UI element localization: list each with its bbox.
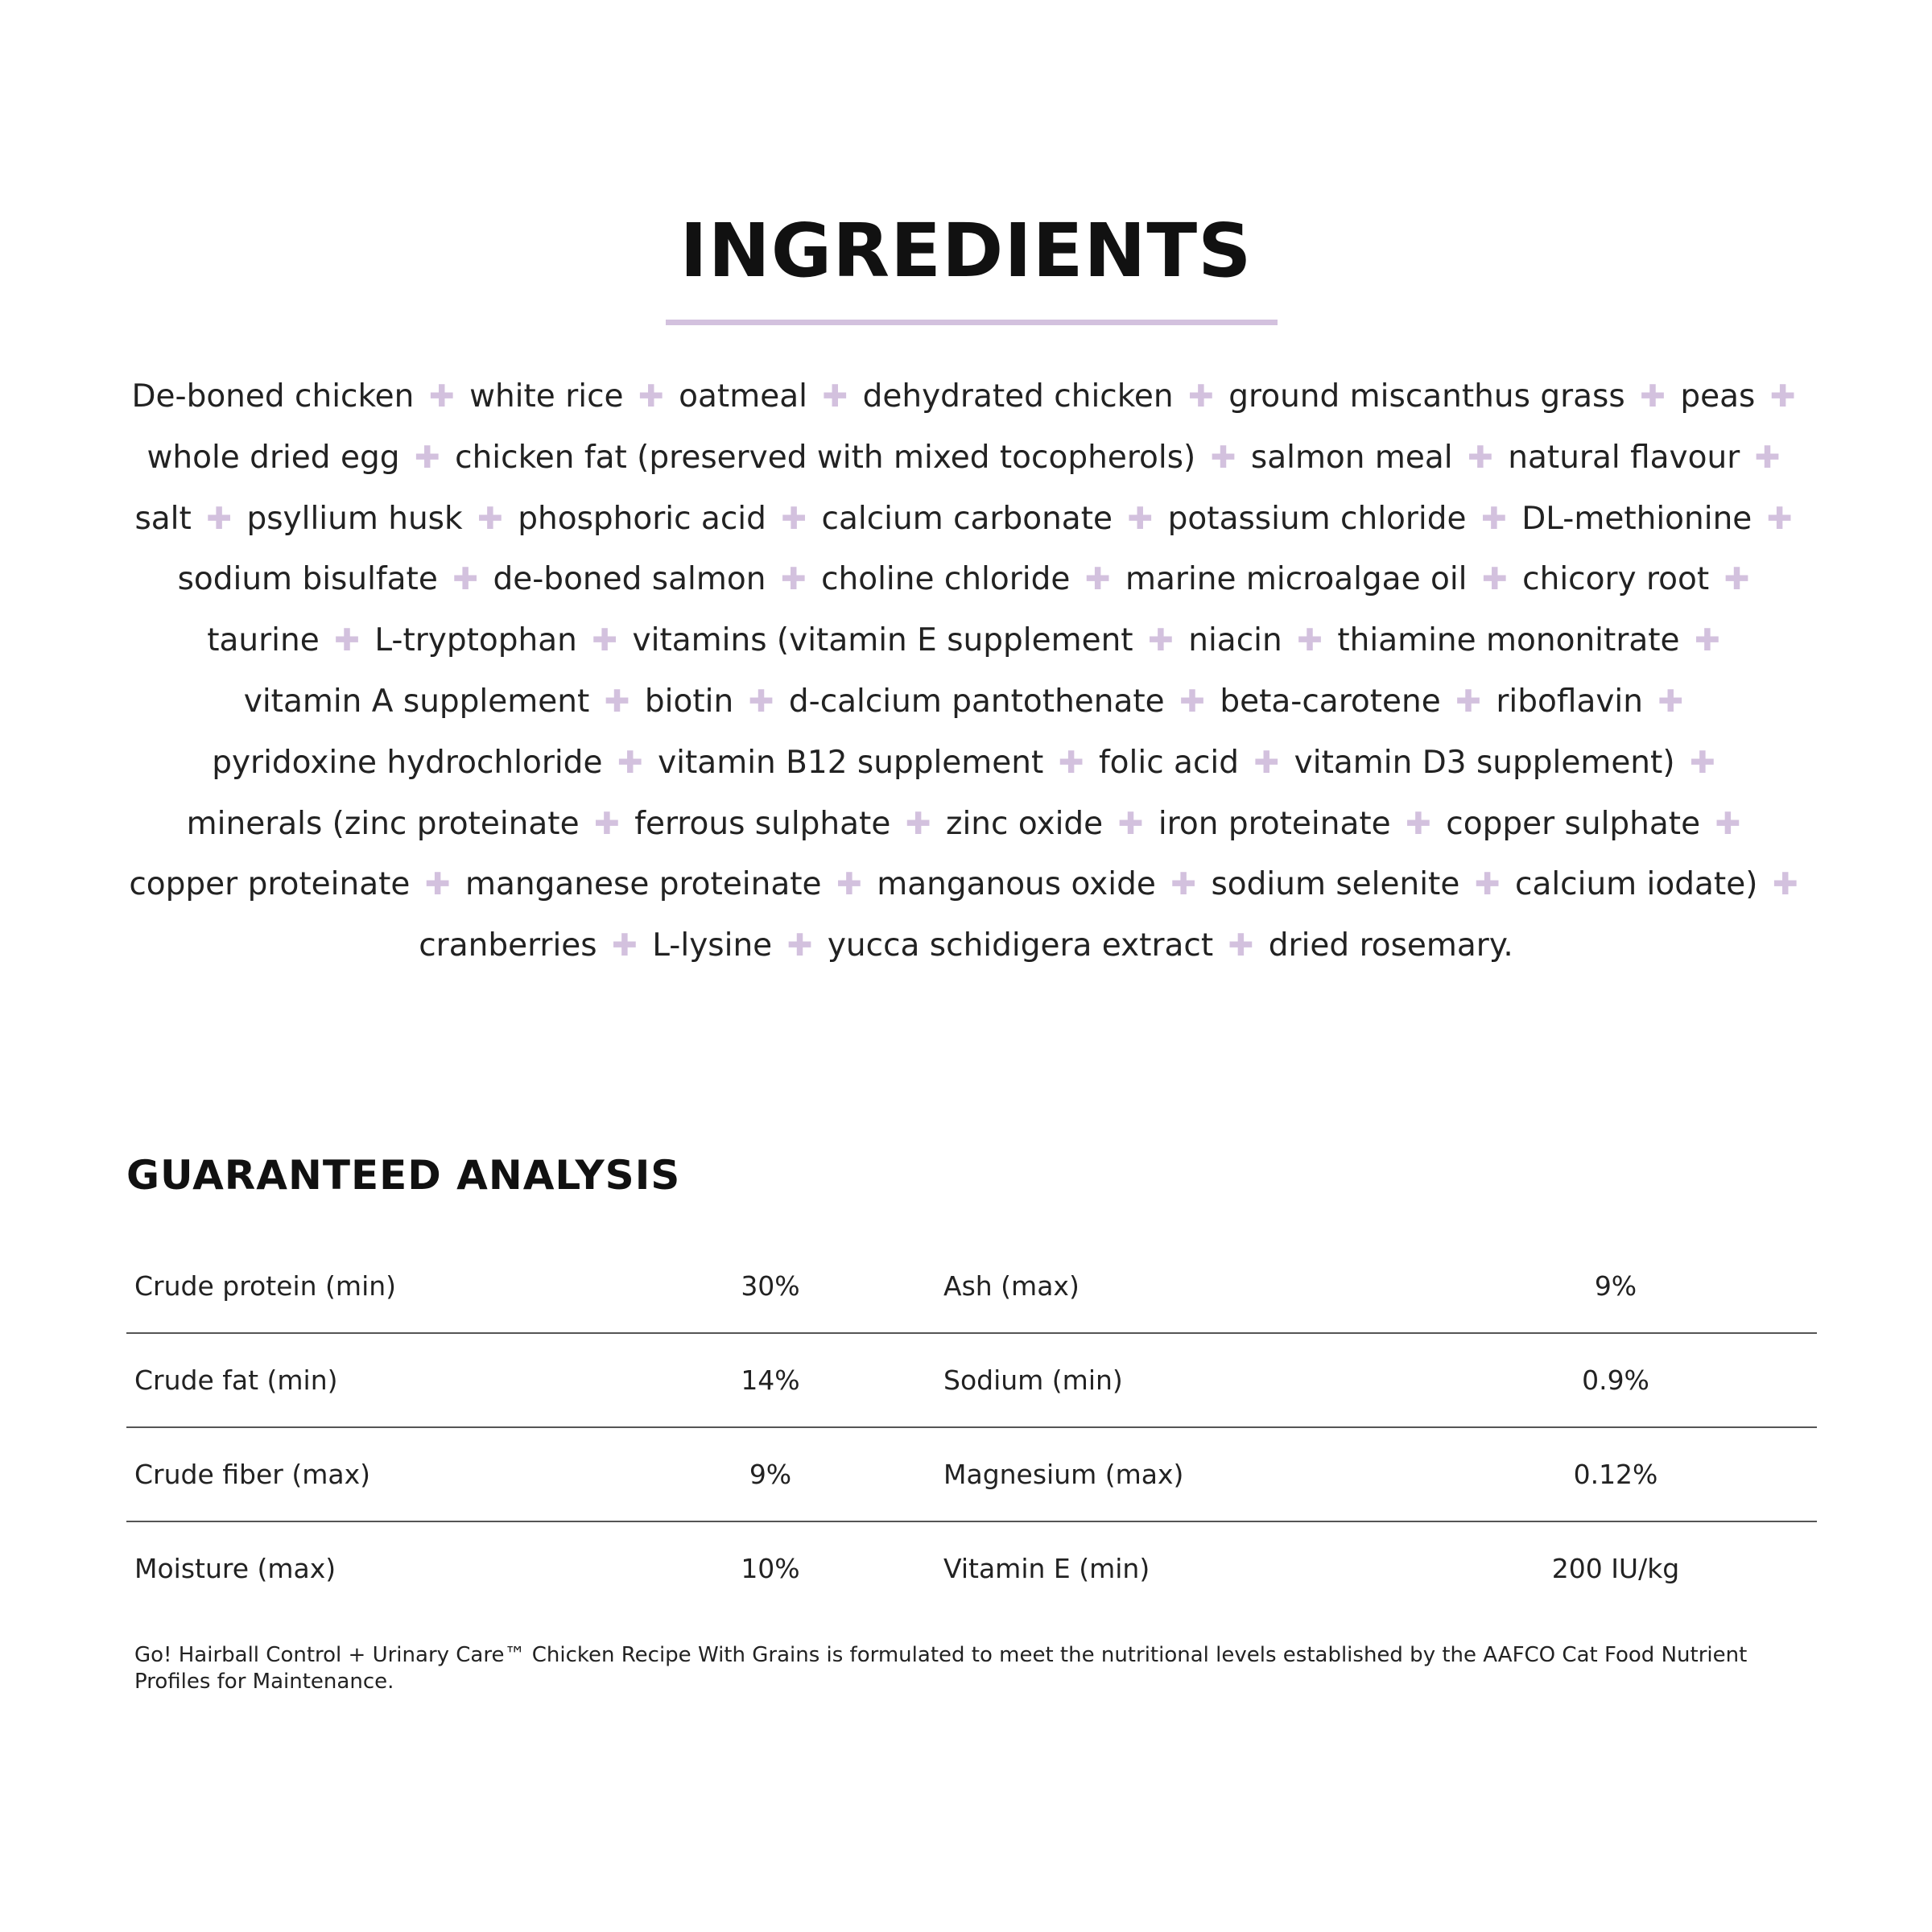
ingredient-item: salmon meal — [1250, 439, 1453, 476]
plus-separator-icon: ✚ — [1297, 622, 1323, 658]
plus-separator-icon: ✚ — [612, 927, 638, 964]
analysis-row — [126, 1240, 1817, 1334]
plus-separator-icon: ✚ — [786, 927, 813, 964]
ingredient-item: copper sulphate — [1446, 805, 1701, 842]
nutrient-value: 0.9% — [1582, 1364, 1649, 1396]
plus-separator-icon: ✚ — [206, 500, 233, 536]
ingredient-item: L-tryptophan — [374, 622, 577, 659]
ingredient-item: chicory root — [1522, 561, 1710, 598]
ingredient-item: minerals (zinc proteinate — [186, 805, 580, 842]
plus-separator-icon: ✚ — [1769, 378, 1796, 414]
nutrient-label: Ash (max) — [943, 1270, 1080, 1302]
nutrient-label: Crude protein (min) — [134, 1270, 397, 1302]
ingredient-item: chicken fat (preserved with mixed tocopherols) — [455, 439, 1196, 476]
ingredient-item: ground miscanthus grass — [1228, 378, 1625, 415]
ingredient-item: sodium bisulfate — [177, 561, 438, 598]
plus-separator-icon: ✚ — [592, 622, 618, 658]
plus-separator-icon: ✚ — [1715, 805, 1741, 841]
ingredient-item: choline chloride — [821, 561, 1071, 598]
ingredient-item: DL-methionine — [1521, 500, 1752, 537]
ingredient-list — [121, 366, 1811, 976]
plus-separator-icon: ✚ — [334, 622, 360, 658]
ingredient-item: ferrous sulphate — [634, 805, 891, 842]
guaranteed-analysis-heading: GUARANTEED ANALYSIS — [126, 1152, 681, 1199]
nutrient-label: Vitamin E (min) — [943, 1553, 1150, 1584]
ingredient-item: dried rosemary. — [1268, 927, 1513, 964]
ingredients-heading: INGREDIENTS — [679, 208, 1253, 294]
plus-separator-icon: ✚ — [1468, 439, 1493, 475]
ingredient-item: white rice — [469, 378, 624, 415]
ingredient-item: peas — [1680, 378, 1756, 415]
nutrient-label: Crude fiber (max) — [134, 1459, 371, 1490]
plus-separator-icon: ✚ — [428, 378, 455, 414]
ingredient-item: whole dried egg — [147, 439, 400, 476]
ingredient-item: sodium selenite — [1211, 866, 1460, 903]
ingredient-item: marine microalgae oil — [1125, 561, 1468, 598]
plus-separator-icon: ✚ — [604, 683, 630, 719]
plus-separator-icon: ✚ — [822, 378, 848, 414]
nutrient-value: 9% — [1594, 1270, 1637, 1302]
ingredient-item: taurine — [207, 622, 320, 659]
nutrient-value: 30% — [741, 1270, 800, 1302]
plus-separator-icon: ✚ — [1253, 744, 1280, 780]
analysis-row — [126, 1522, 1817, 1615]
plus-separator-icon: ✚ — [905, 805, 931, 841]
plus-separator-icon: ✚ — [1657, 683, 1684, 719]
nutrient-label: Magnesium (max) — [943, 1459, 1184, 1490]
nutrient-value: 0.12% — [1573, 1459, 1658, 1490]
ingredient-item: L-lysine — [652, 927, 773, 964]
nutrient-value: 200 IU/kg — [1551, 1553, 1680, 1584]
plus-separator-icon: ✚ — [638, 378, 664, 414]
ingredient-item: pyridoxine hydrochloride — [212, 744, 603, 781]
plus-separator-icon: ✚ — [1754, 439, 1781, 475]
plus-separator-icon: ✚ — [593, 805, 620, 841]
heading-underline — [666, 320, 1278, 325]
plus-separator-icon: ✚ — [1766, 500, 1793, 536]
ingredient-item: psyllium husk — [246, 500, 463, 537]
ingredient-item: oatmeal — [679, 378, 807, 415]
ingredient-item: De-boned chicken — [131, 378, 415, 415]
ingredient-item: biotin — [644, 683, 734, 720]
ingredient-item: manganese proteinate — [465, 866, 822, 903]
plus-separator-icon: ✚ — [1689, 744, 1715, 780]
ingredient-item: vitamin B12 supplement — [658, 744, 1044, 781]
plus-separator-icon: ✚ — [1480, 500, 1507, 536]
ingredient-item: yucca schidigera extract — [827, 927, 1214, 964]
analysis-row — [126, 1334, 1817, 1428]
plus-separator-icon: ✚ — [1455, 683, 1481, 719]
ingredient-item: riboflavin — [1496, 683, 1643, 720]
ingredient-item: dehydrated chicken — [862, 378, 1174, 415]
plus-separator-icon: ✚ — [1058, 744, 1084, 780]
plus-separator-icon: ✚ — [1481, 561, 1508, 597]
plus-separator-icon: ✚ — [1084, 561, 1111, 597]
ingredient-item: calcium iodate) — [1515, 866, 1758, 903]
plus-separator-icon: ✚ — [836, 866, 862, 902]
plus-separator-icon: ✚ — [1188, 378, 1214, 414]
ingredient-item: natural flavour — [1508, 439, 1740, 476]
plus-separator-icon: ✚ — [1406, 805, 1431, 841]
plus-separator-icon: ✚ — [781, 500, 807, 536]
plus-separator-icon: ✚ — [1724, 561, 1750, 597]
plus-separator-icon: ✚ — [452, 561, 479, 597]
ingredient-item: vitamin D3 supplement) — [1294, 744, 1675, 781]
plus-separator-icon: ✚ — [1117, 805, 1144, 841]
plus-separator-icon: ✚ — [1694, 622, 1720, 658]
nutrient-value: 9% — [749, 1459, 792, 1490]
ingredient-item: vitamin A supplement — [243, 683, 590, 720]
plus-separator-icon: ✚ — [424, 866, 451, 902]
analysis-row — [126, 1428, 1817, 1522]
plus-separator-icon: ✚ — [1474, 866, 1501, 902]
plus-separator-icon: ✚ — [477, 500, 503, 536]
plus-separator-icon: ✚ — [1772, 866, 1798, 902]
ingredient-item: potassium chloride — [1167, 500, 1467, 537]
nutrient-label: Crude fat (min) — [134, 1364, 338, 1396]
plus-separator-icon: ✚ — [617, 744, 643, 780]
plus-separator-icon: ✚ — [1179, 683, 1205, 719]
plus-separator-icon: ✚ — [1170, 866, 1197, 902]
ingredient-item: vitamins (vitamin E supplement — [632, 622, 1133, 659]
aafco-statement: Go! Hairball Control + Urinary Care™ Chicken Recipe With Grains is formulated to meet the nutritional levels established by the AAFCO Cat Food Nutrient Profiles for Maintenance. — [134, 1643, 1748, 1694]
ingredient-item: copper proteinate — [129, 866, 411, 903]
plus-separator-icon: ✚ — [414, 439, 440, 475]
plus-separator-icon: ✚ — [1228, 927, 1254, 964]
ingredient-item: phosphoric acid — [518, 500, 766, 537]
ingredient-item: manganous oxide — [877, 866, 1156, 903]
ingredient-item: niacin — [1188, 622, 1282, 659]
ingredient-item: zinc oxide — [945, 805, 1104, 842]
ingredient-item: iron proteinate — [1158, 805, 1391, 842]
plus-separator-icon: ✚ — [1640, 378, 1666, 414]
nutrient-value: 14% — [741, 1364, 800, 1396]
ingredient-item: thiamine mononitrate — [1337, 622, 1680, 659]
plus-separator-icon: ✚ — [780, 561, 807, 597]
ingredient-item: de-boned salmon — [493, 561, 766, 598]
ingredient-item: calcium carbonate — [821, 500, 1113, 537]
plus-separator-icon: ✚ — [748, 683, 774, 719]
plus-separator-icon: ✚ — [1127, 500, 1154, 536]
guaranteed-analysis-table — [126, 1240, 1817, 1615]
nutrient-label: Moisture (max) — [134, 1553, 336, 1584]
nutrient-value: 10% — [741, 1553, 800, 1584]
ingredient-item: d-calcium pantothenate — [788, 683, 1165, 720]
ingredient-item: folic acid — [1098, 744, 1239, 781]
ingredient-item: beta-carotene — [1220, 683, 1441, 720]
plus-separator-icon: ✚ — [1210, 439, 1236, 475]
plus-separator-icon: ✚ — [1148, 622, 1174, 658]
ingredient-item: salt — [134, 500, 192, 537]
ingredient-item: cranberries — [419, 927, 597, 964]
nutrient-label: Sodium (min) — [943, 1364, 1123, 1396]
